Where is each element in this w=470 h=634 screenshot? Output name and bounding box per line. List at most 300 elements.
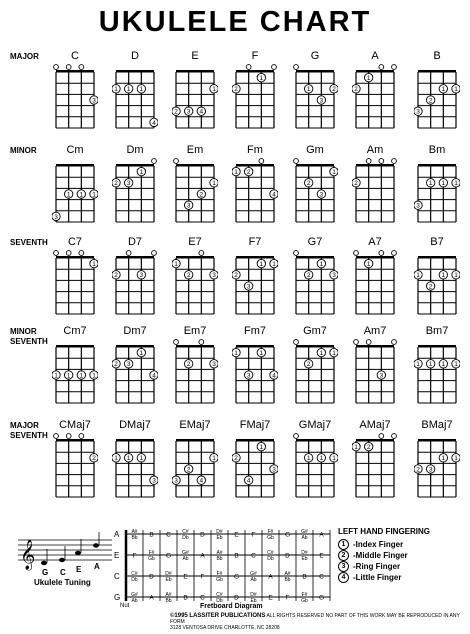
chord-diagram	[414, 158, 460, 224]
treble-clef-icon: 𝄞	[20, 540, 36, 570]
finger-number: 1	[428, 180, 433, 188]
nut	[176, 164, 214, 167]
chord-diagram	[172, 433, 218, 499]
fret-note: F	[251, 531, 256, 539]
finger-number: 1	[441, 455, 446, 463]
chord-name: A7	[368, 236, 382, 248]
nut	[236, 256, 274, 259]
chord-name: F7	[248, 236, 262, 248]
legend-item	[338, 572, 468, 583]
finger-number: 2	[114, 180, 118, 188]
chord-diagram	[52, 64, 98, 130]
nut	[116, 439, 154, 442]
chord-c7	[52, 236, 112, 316]
tuning-staff	[16, 532, 116, 576]
finger-number: 2	[416, 466, 420, 474]
chord-name: G7	[307, 236, 323, 248]
finger-number-circle: 4	[338, 572, 349, 583]
chord-diagram	[52, 158, 98, 224]
chord-name: Fm	[247, 144, 263, 156]
chord-diagram	[112, 158, 158, 224]
chord-gmaj7	[292, 419, 352, 499]
chord-g	[292, 50, 352, 130]
copyright-address: 3128 VENTOSA DRIVE CHARLOTTE, NC 28208	[170, 625, 280, 631]
open-string-marker	[294, 340, 299, 345]
finger-number: 1	[92, 372, 96, 380]
finger-number: 2	[306, 272, 311, 280]
open-string-marker	[366, 340, 371, 345]
finger-number: 1	[114, 455, 118, 463]
fret-note: C# Db	[131, 571, 138, 583]
row-label: MINOR SEVENTH	[10, 327, 48, 346]
nut	[176, 256, 214, 259]
nut	[56, 164, 94, 167]
chord-f7	[232, 236, 292, 316]
chord-name: AMaj7	[359, 419, 391, 431]
chord-fm7	[232, 325, 292, 405]
chord-diagram	[292, 158, 338, 224]
finger-number: 3	[139, 272, 144, 280]
open-string-marker	[174, 159, 179, 164]
finger-number: 3	[174, 477, 178, 485]
chord-diagram	[112, 433, 158, 499]
open-string-marker	[294, 159, 299, 164]
finger-number: 1	[319, 261, 324, 268]
fret-note: D# Eb	[301, 550, 308, 562]
row-label: SEVENTH	[10, 238, 48, 247]
finger-number: 3	[428, 466, 433, 474]
chord-name: Am7	[363, 325, 387, 337]
chord-diagram	[112, 339, 158, 405]
fret-note: C	[200, 594, 205, 602]
finger-number: 2	[354, 86, 358, 94]
finger-number: 1	[319, 350, 324, 357]
chord-diagram	[232, 433, 278, 499]
chord-dmaj7	[112, 419, 172, 499]
fret-note: D	[234, 594, 239, 602]
chord-name: BMaj7	[421, 419, 453, 431]
finger-number: 1	[174, 261, 178, 268]
fret-note: A# Bb	[165, 592, 172, 604]
finger-number: 3	[416, 108, 420, 116]
finger-number: 3	[379, 372, 384, 380]
chord-name: CMaj7	[59, 419, 91, 431]
finger-number: 1	[454, 361, 458, 369]
nut	[116, 164, 154, 167]
chord-name: D	[131, 50, 139, 62]
nut	[356, 164, 394, 167]
finger-number: 3	[272, 466, 276, 474]
fret-note: F# Gb	[301, 592, 308, 604]
chord-name: C7	[67, 236, 83, 248]
finger-number: 1	[54, 372, 58, 380]
finger-number: 1	[234, 169, 238, 176]
chord-name: Dm7	[123, 325, 147, 337]
open-string-marker	[379, 159, 384, 164]
finger-number: 1	[416, 272, 420, 280]
chord-name: B	[433, 50, 441, 62]
fret-note: E	[183, 573, 188, 581]
chord-diagram	[172, 64, 218, 130]
chord-name: GMaj7	[298, 419, 332, 431]
fret-note: A	[200, 552, 205, 560]
open-string-marker	[379, 251, 384, 256]
tuning-note: G	[42, 568, 49, 576]
finger-number: 3	[246, 372, 251, 380]
finger-number: 2	[186, 466, 191, 474]
finger-number: 2	[306, 180, 311, 188]
chord-diagram	[292, 250, 338, 316]
finger-number: 1	[441, 361, 446, 369]
chord-b7	[414, 236, 470, 316]
open-string-marker	[294, 434, 299, 439]
open-string-marker	[66, 434, 71, 439]
fret-note: C# Db	[216, 592, 223, 604]
chord-name: Dm	[126, 144, 144, 156]
chord-gm	[292, 144, 352, 224]
chord-name: E	[191, 50, 199, 62]
chord-b	[414, 50, 470, 130]
legend-item	[338, 539, 468, 550]
finger-number: 1	[306, 86, 311, 94]
nut-label: Nut	[120, 603, 130, 609]
fret-note: G	[233, 573, 240, 581]
fret-note: A	[319, 531, 324, 539]
chord-diagram	[352, 433, 398, 499]
open-string-marker	[199, 340, 204, 345]
string-name: E	[114, 551, 120, 560]
open-string-marker	[54, 251, 59, 256]
finger-number: 1	[212, 455, 216, 463]
page-title: UKULELE CHART	[98, 6, 372, 38]
finger-number: 3	[186, 108, 191, 116]
nut	[418, 256, 456, 259]
fret-note: B	[234, 552, 239, 560]
finger-number: 3	[54, 213, 58, 221]
legend-item	[338, 561, 468, 572]
finger-number: 3	[416, 202, 420, 210]
finger-number: 1	[441, 86, 446, 94]
chord-diagram	[52, 433, 98, 499]
nut	[356, 345, 394, 348]
fret-note: G	[165, 552, 172, 560]
finger-number: 2	[114, 361, 118, 369]
fret-note: F# Gb	[216, 571, 223, 583]
fret-note: B	[183, 594, 188, 602]
open-string-marker	[272, 65, 277, 70]
open-string-marker	[66, 65, 71, 70]
chord-g7	[292, 236, 352, 316]
row-label: MAJOR	[10, 52, 39, 61]
finger-number: 4	[199, 108, 204, 116]
copyright-line: ©1995 LASSITER PUBLICATIONS	[170, 613, 266, 619]
finger-number: 2	[332, 86, 336, 94]
chord-name: D7	[127, 236, 143, 248]
finger-number: 1	[212, 86, 216, 94]
nut	[56, 70, 94, 73]
finger-number: 4	[199, 477, 204, 485]
tuning-label: Ukulele Tuning	[34, 578, 91, 587]
chord-name: Am	[366, 144, 384, 156]
chord-name: Cm	[66, 144, 84, 156]
chord-diagram	[52, 250, 98, 316]
chord-diagram	[232, 158, 278, 224]
finger-number: 1	[114, 86, 118, 94]
finger-number: 2	[246, 169, 251, 176]
legend-item	[338, 550, 468, 561]
nut	[356, 70, 394, 73]
nut	[418, 345, 456, 348]
chord-d	[112, 50, 172, 130]
finger-number: 3	[126, 180, 131, 188]
finger-number: 1	[92, 261, 96, 268]
nut	[176, 439, 214, 442]
fret-note: G# Ab	[131, 592, 138, 604]
finger-number: 1	[79, 372, 84, 380]
finger-number: 1	[366, 261, 371, 268]
chord-diagram	[352, 339, 398, 405]
chord-name: A	[371, 50, 379, 62]
legend-text: -Ring Finger	[353, 562, 401, 571]
open-string-marker	[366, 159, 371, 164]
nut	[176, 345, 214, 348]
note-head	[41, 561, 47, 565]
fretboard-label: Fretboard Diagram	[200, 603, 263, 610]
tuning-note: C	[60, 568, 66, 576]
finger-number: 3	[212, 361, 216, 369]
chord-bmaj7	[414, 419, 470, 499]
chord-diagram	[52, 339, 98, 405]
note-head	[93, 543, 99, 547]
fret-note: G	[284, 531, 291, 539]
open-string-marker	[54, 434, 59, 439]
nut	[56, 256, 94, 259]
finger-number: 1	[332, 455, 336, 463]
fret-note: C	[251, 552, 256, 560]
tuning-note: E	[76, 565, 82, 574]
finger-number: 1	[139, 350, 144, 357]
string-name: G	[114, 593, 121, 602]
chord-name: B7	[430, 236, 444, 248]
finger-number: 1	[79, 191, 84, 199]
finger-number: 2	[186, 361, 191, 369]
fret-note: G# Ab	[301, 529, 308, 541]
chord-f	[232, 50, 292, 130]
chord-name: Gm7	[303, 325, 327, 337]
open-string-marker	[379, 65, 384, 70]
fret-note: C	[319, 573, 324, 581]
fret-note: A# Bb	[131, 529, 138, 541]
fret-note: A	[149, 594, 154, 602]
finger-number: 2	[428, 97, 433, 105]
finger-number-circle: 2	[338, 550, 349, 561]
fret-note: F	[200, 573, 205, 581]
fret-note: F	[285, 594, 290, 602]
open-string-marker	[392, 65, 397, 70]
fret-note: D# Eb	[216, 529, 223, 541]
note-head	[59, 558, 65, 562]
chord-name: EMaj7	[179, 419, 211, 431]
legend-text: -Little Finger	[353, 573, 402, 582]
nut	[296, 164, 334, 167]
finger-number: 1	[416, 361, 420, 369]
finger-number: 2	[428, 283, 433, 291]
chord-diagram	[414, 250, 460, 316]
finger-number: 1	[66, 372, 71, 380]
finger-number: 3	[319, 97, 324, 105]
finger-number: 3	[319, 191, 324, 199]
chord-am	[352, 144, 412, 224]
finger-number: 1	[428, 361, 433, 369]
fret-note: A# Bb	[216, 550, 223, 562]
chord-dm	[112, 144, 172, 224]
finger-number: 1	[139, 86, 144, 94]
finger-number: 4	[272, 372, 276, 380]
nut	[236, 439, 274, 442]
finger-number: 3	[92, 97, 96, 105]
nut	[296, 70, 334, 73]
open-string-marker	[354, 251, 359, 256]
finger-number: 2	[234, 272, 238, 280]
fret-note: F# Gb	[267, 529, 274, 541]
chord-bm7	[414, 325, 470, 405]
open-string-marker	[354, 340, 359, 345]
finger-number: 1	[319, 455, 324, 463]
nut	[296, 345, 334, 348]
finger-number: 2	[234, 455, 238, 463]
finger-number: 2	[306, 361, 311, 369]
chord-diagram	[232, 64, 278, 130]
nut	[116, 70, 154, 73]
fret-note: D	[285, 552, 290, 560]
chord-cmaj7	[52, 419, 112, 499]
string-name: A	[114, 530, 120, 539]
chord-diagram	[352, 64, 398, 130]
fret-note: D	[200, 531, 205, 539]
chord-c	[52, 50, 112, 130]
finger-number: 1	[126, 86, 131, 94]
finger-number-circle: 1	[338, 539, 349, 550]
open-string-marker	[294, 65, 299, 70]
chord-e	[172, 50, 232, 130]
open-string-marker	[199, 251, 204, 256]
fret-note: A	[268, 573, 273, 581]
fret-note: F# Gb	[148, 550, 155, 562]
finger-number: 1	[441, 180, 446, 188]
fret-note: E	[268, 594, 273, 602]
finger-number: 2	[354, 180, 358, 188]
chord-diagram	[172, 250, 218, 316]
open-string-marker	[392, 340, 397, 345]
chord-cm	[52, 144, 112, 224]
chord-diagram	[352, 250, 398, 316]
finger-number: 2	[174, 108, 178, 116]
finger-number: 3	[332, 272, 336, 280]
nut	[236, 345, 274, 348]
chord-name: Bm7	[425, 325, 449, 337]
chord-name: F	[251, 50, 259, 62]
chord-name: Bm	[428, 144, 446, 156]
chord-em7	[172, 325, 232, 405]
chord-diagram	[292, 433, 338, 499]
nut	[418, 439, 456, 442]
finger-number: 1	[454, 272, 458, 280]
nut	[296, 439, 334, 442]
chord-diagram	[352, 158, 398, 224]
nut	[56, 345, 94, 348]
finger-number: 1	[139, 455, 144, 463]
finger-number: 1	[259, 444, 264, 451]
chord-gm7	[292, 325, 352, 405]
open-string-marker	[246, 65, 251, 70]
finger-number: 1	[454, 86, 458, 94]
chord-diagram	[232, 250, 278, 316]
nut	[356, 256, 394, 259]
fret-note: D# Eb	[165, 571, 172, 583]
finger-number: 4	[272, 191, 276, 199]
chord-name: Em7	[183, 325, 207, 337]
fret-note: E	[319, 552, 324, 560]
chord-name: G	[310, 50, 320, 62]
copyright-rights: ALL RIGHTS RESERVED NO PART OF THIS WORK MAY BE REPRODUCED IN ANY FORM	[170, 613, 460, 625]
fret-note: C# Db	[182, 529, 189, 541]
fret-note: D# Eb	[250, 592, 257, 604]
nut	[116, 256, 154, 259]
fret-note: G# Ab	[182, 550, 189, 562]
finger-number: 1	[366, 75, 371, 82]
tuning-note: A	[94, 562, 100, 571]
nut	[296, 256, 334, 259]
row-label: MINOR	[10, 146, 37, 155]
note-head	[75, 551, 81, 555]
chord-diagram	[172, 158, 218, 224]
chord-bm	[414, 144, 470, 224]
chord-name: C	[71, 50, 79, 62]
finger-number: 1	[332, 169, 336, 176]
finger-number: 1	[126, 455, 131, 463]
finger-number: 3	[186, 202, 191, 210]
fingering-legend	[338, 527, 468, 583]
finger-number: 2	[92, 455, 96, 463]
legend-text: -Index Finger	[353, 540, 404, 549]
nut	[236, 70, 274, 73]
string-name: C	[114, 572, 120, 581]
finger-number: 1	[354, 444, 358, 451]
finger-number: 1	[272, 261, 276, 268]
copyright	[170, 613, 470, 631]
chord-dm7	[112, 325, 172, 405]
fret-note: A# Bb	[284, 571, 291, 583]
chord-a7	[352, 236, 412, 316]
fret-note: B	[149, 531, 154, 539]
finger-number: 1	[306, 455, 311, 463]
chord-diagram	[292, 339, 338, 405]
chord-diagram	[292, 64, 338, 130]
chord-am7	[352, 325, 412, 405]
open-string-marker	[379, 434, 384, 439]
chord-a	[352, 50, 412, 130]
open-string-marker	[79, 434, 84, 439]
nut	[356, 439, 394, 442]
row-label: MAJOR SEVENTH	[10, 421, 48, 440]
open-string-marker	[392, 159, 397, 164]
open-string-marker	[79, 251, 84, 256]
finger-number: 1	[212, 180, 216, 188]
fret-note: D	[149, 573, 154, 581]
finger-number: 3	[212, 272, 216, 280]
finger-number: 1	[66, 191, 71, 199]
finger-number: 2	[186, 272, 191, 280]
